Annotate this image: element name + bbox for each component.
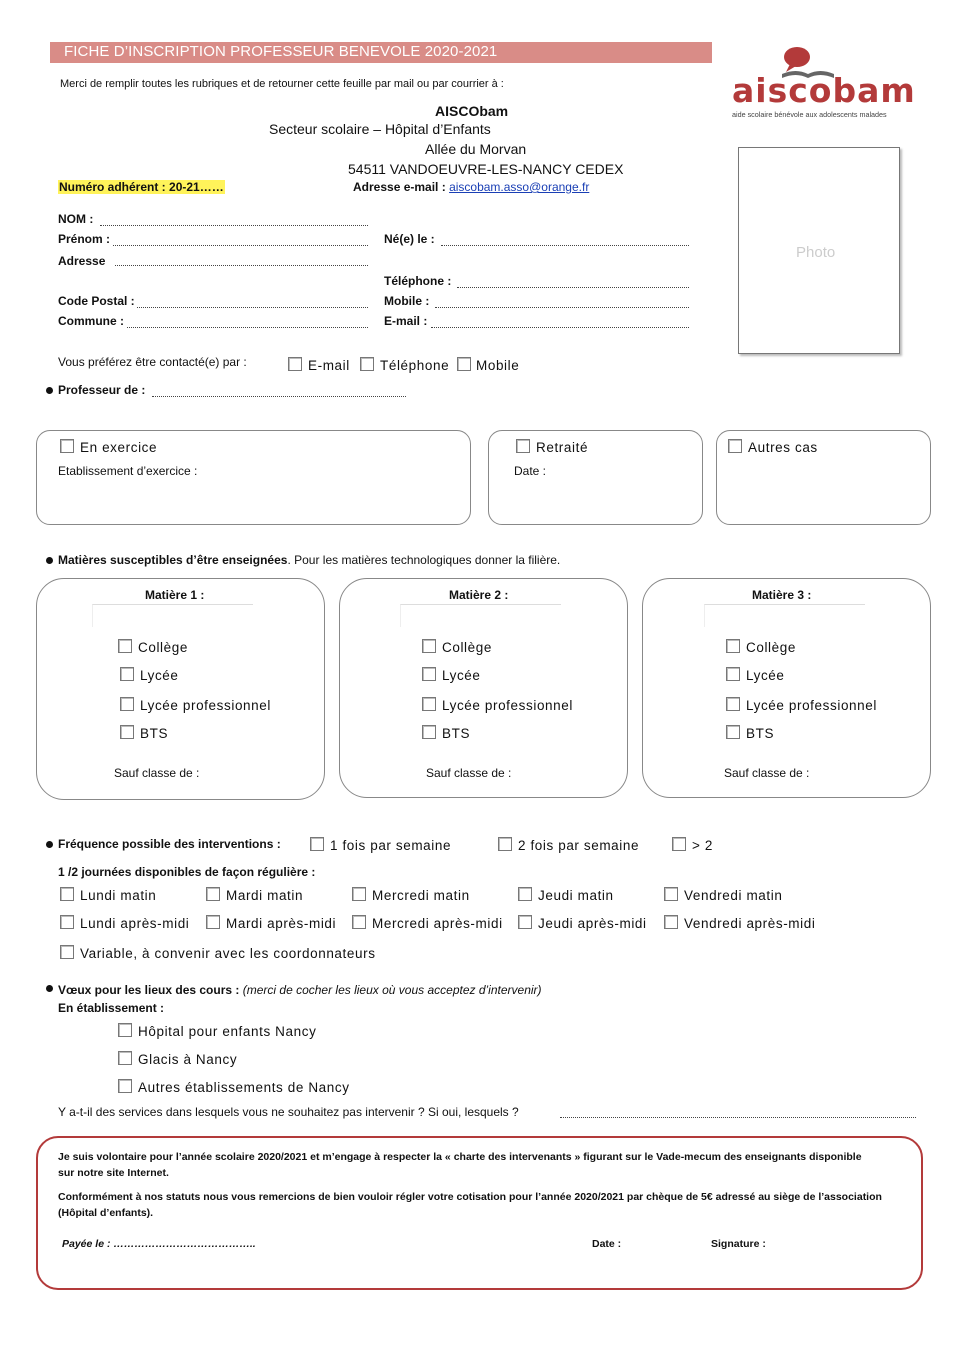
checkbox-freq-2[interactable]	[498, 837, 512, 851]
checkbox-vendredi-matin[interactable]	[664, 887, 678, 901]
input-nom[interactable]	[100, 225, 368, 226]
jeudi-apresmidi-label: Jeudi après-midi	[538, 916, 647, 931]
engagement-date-label: Date :	[592, 1238, 622, 1250]
bullet-icon	[46, 387, 53, 394]
logo-tagline: aide scolaire bénévole aux adolescents malades	[732, 110, 887, 119]
en-etablissement-label: En établissement :	[58, 1001, 165, 1015]
contact-mobile-label: Mobile	[476, 358, 520, 373]
m3-bts-label: BTS	[746, 726, 775, 741]
matiere-3-input[interactable]	[704, 604, 865, 627]
checkbox-m2-bts[interactable]	[422, 725, 436, 739]
autres-cas-label: Autres cas	[748, 440, 818, 455]
m2-lycee-label: Lycée	[442, 668, 481, 683]
jeudi-matin-label: Jeudi matin	[538, 888, 614, 903]
address-line3: 54511 VANDOEUVRE-LES-NANCY CEDEX	[348, 161, 624, 177]
etablissement-label: Etablissement d’exercice :	[58, 464, 198, 478]
checkbox-jeudi-apresmidi[interactable]	[518, 915, 532, 929]
checkbox-m3-lycee-pro[interactable]	[726, 697, 740, 711]
m3-lycee-label: Lycée	[746, 668, 785, 683]
signature-label: Signature :	[711, 1238, 766, 1250]
label-nom: NOM :	[58, 212, 94, 226]
m1-lycee-pro-label: Lycée professionnel	[140, 698, 271, 713]
checkbox-freq-3[interactable]	[672, 837, 686, 851]
label-commune: Commune :	[58, 314, 124, 328]
matiere-1-title: Matière 1 :	[145, 588, 205, 602]
checkbox-m3-college[interactable]	[726, 639, 740, 653]
m1-lycee-label: Lycée	[140, 668, 179, 683]
variable-label: Variable, à convenir avec les coordonnateurs	[80, 946, 376, 961]
input-ne-le[interactable]	[441, 245, 689, 246]
checkbox-contact-telephone[interactable]	[360, 357, 374, 371]
freq-2-label: 2 fois par semaine	[518, 838, 640, 853]
journees-label: 1 /2 journées disponibles de façon régulière :	[58, 865, 316, 879]
bullet-icon	[46, 985, 53, 992]
mardi-matin-label: Mardi matin	[226, 888, 304, 903]
bullet-icon	[46, 841, 53, 848]
input-email[interactable]	[431, 327, 689, 328]
address-org: AISCObam	[435, 103, 509, 119]
matieres-heading	[58, 553, 560, 567]
vendredi-matin-label: Vendredi matin	[684, 888, 783, 903]
checkbox-vendredi-apresmidi[interactable]	[664, 915, 678, 929]
checkbox-m1-lycee-pro[interactable]	[120, 697, 134, 711]
input-professeur-de[interactable]	[152, 396, 406, 397]
contact-email-label: E-mail	[308, 358, 350, 373]
checkbox-m3-lycee[interactable]	[726, 667, 740, 681]
matieres-heading-rest: . Pour les matières technologiques donner la filière.	[287, 553, 561, 567]
professeur-de-label: Professeur de :	[58, 383, 146, 397]
mardi-apresmidi-label: Mardi après-midi	[226, 916, 337, 931]
checkbox-contact-email[interactable]	[288, 357, 302, 371]
address-line2: Allée du Morvan	[425, 141, 527, 157]
hopital-nancy-label: Hôpital pour enfants Nancy	[138, 1024, 317, 1039]
matieres-heading-bold: Matières susceptibles d’être enseignées	[58, 553, 288, 567]
checkbox-variable[interactable]	[60, 945, 74, 959]
checkbox-en-exercice[interactable]	[60, 439, 74, 453]
checkbox-contact-mobile[interactable]	[457, 357, 471, 371]
intro-text: Merci de remplir toutes les rubriques et de retourner cette feuille par mail ou par courrier à :	[60, 78, 504, 90]
email-link[interactable]: aiscobam.asso@orange.fr	[449, 180, 590, 194]
checkbox-m2-lycee[interactable]	[422, 667, 436, 681]
checkbox-autres-etab[interactable]	[118, 1079, 132, 1093]
m1-sauf-label: Sauf classe de :	[114, 766, 200, 780]
voeux-heading	[58, 983, 542, 997]
retraite-label: Retraité	[536, 440, 589, 455]
m3-sauf-label: Sauf classe de :	[724, 766, 810, 780]
services-question: Y a-t-il des services dans lesquels vous ne souhaitez pas intervenir ? Si oui, lesquels ?	[58, 1105, 519, 1119]
form-title: FICHE D’INSCRIPTION PROFESSEUR BENEVOLE 2020-2021	[64, 43, 498, 60]
vendredi-apresmidi-label: Vendredi après-midi	[684, 916, 816, 931]
label-adresse: Adresse	[58, 254, 106, 268]
checkbox-m2-lycee-pro[interactable]	[422, 697, 436, 711]
checkbox-m3-bts[interactable]	[726, 725, 740, 739]
m3-lycee-pro-label: Lycée professionnel	[746, 698, 877, 713]
m2-sauf-label: Sauf classe de :	[426, 766, 512, 780]
photo-label: Photo	[796, 244, 836, 261]
label-ne-le: Né(e) le :	[384, 232, 435, 246]
input-code-postal[interactable]	[137, 307, 368, 308]
checkbox-retraite[interactable]	[516, 439, 530, 453]
voeux-note: (merci de cocher les lieux où vous acceptez d’intervenir)	[242, 983, 542, 997]
m2-college-label: Collège	[442, 640, 492, 655]
bullet-icon	[46, 557, 53, 564]
m2-lycee-pro-label: Lycée professionnel	[442, 698, 573, 713]
checkbox-mercredi-matin[interactable]	[352, 887, 366, 901]
m1-bts-label: BTS	[140, 726, 169, 741]
retraite-date-label: Date :	[514, 464, 547, 478]
checkbox-m2-college[interactable]	[422, 639, 436, 653]
matiere-2-title: Matière 2 :	[449, 588, 509, 602]
engagement-p2: Conformément à nos statuts nous vous remercions de bien vouloir régler votre cotisation pour l’année 2020/2021 par chèque de 5€ adressé au siège de l’association (Hôpital d’enfants).	[58, 1191, 882, 1219]
photo-box[interactable]	[738, 147, 900, 354]
input-services[interactable]	[560, 1117, 916, 1118]
input-adresse[interactable]	[115, 265, 368, 266]
address-line1: Secteur scolaire – Hôpital d’Enfants	[269, 121, 491, 137]
contact-telephone-label: Téléphone	[380, 358, 450, 373]
voeux-label: Vœux pour les lieux des cours :	[58, 983, 240, 997]
matiere-2-input[interactable]	[400, 604, 561, 627]
label-mobile: Mobile :	[384, 294, 430, 308]
checkbox-hopital-nancy[interactable]	[118, 1023, 132, 1037]
contact-pref-label: Vous préférez être contacté(e) par :	[58, 355, 247, 369]
logo-wordmark: aiscobam	[732, 71, 916, 110]
matiere-3-title: Matière 3 :	[752, 588, 812, 602]
checkbox-lundi-matin[interactable]	[60, 887, 74, 901]
label-telephone: Téléphone :	[384, 274, 452, 288]
checkbox-freq-1[interactable]	[310, 837, 324, 851]
freq-3-label: > 2	[692, 838, 713, 853]
lundi-apresmidi-label: Lundi après-midi	[80, 916, 190, 931]
payee-le: Payée le : …………………………………..	[62, 1238, 256, 1250]
mercredi-matin-label: Mercredi matin	[372, 888, 470, 903]
mercredi-apresmidi-label: Mercredi après-midi	[372, 916, 503, 931]
checkbox-mardi-apresmidi[interactable]	[206, 915, 220, 929]
lundi-matin-label: Lundi matin	[80, 888, 157, 903]
checkbox-jeudi-matin[interactable]	[518, 887, 532, 901]
m1-college-label: Collège	[138, 640, 188, 655]
autres-etab-label: Autres établissements de Nancy	[138, 1080, 350, 1095]
checkbox-m1-college[interactable]	[118, 639, 132, 653]
member-number: Numéro adhérent : 20-21……	[59, 180, 224, 194]
matiere-1-input[interactable]	[92, 604, 253, 627]
engagement-p1: Je suis volontaire pour l’année scolaire 2020/2021 et m’engage à respecter la « charte des intervenants » figurant sur le Vade-mecum des enseignants disponible sur notre site Internet.	[58, 1151, 862, 1179]
checkbox-mercredi-apresmidi[interactable]	[352, 915, 366, 929]
m3-college-label: Collège	[746, 640, 796, 655]
aiscobam-logo	[730, 44, 920, 119]
checkbox-m1-lycee[interactable]	[120, 667, 134, 681]
frequence-label: Fréquence possible des interventions :	[58, 837, 281, 851]
input-telephone[interactable]	[457, 287, 689, 288]
checkbox-autres-cas[interactable]	[728, 439, 742, 453]
input-prenom[interactable]	[113, 245, 368, 246]
email-line	[353, 180, 589, 194]
label-email: E-mail :	[384, 314, 428, 328]
input-mobile[interactable]	[435, 307, 689, 308]
m2-bts-label: BTS	[442, 726, 471, 741]
checkbox-m1-bts[interactable]	[120, 725, 134, 739]
freq-1-label: 1 fois par semaine	[330, 838, 452, 853]
checkbox-mardi-matin[interactable]	[206, 887, 220, 901]
label-code-postal: Code Postal :	[58, 294, 135, 308]
en-exercice-label: En exercice	[80, 440, 158, 455]
checkbox-glacis-nancy[interactable]	[118, 1051, 132, 1065]
checkbox-lundi-apresmidi[interactable]	[60, 915, 74, 929]
email-label: Adresse e-mail :	[353, 180, 446, 194]
label-prenom: Prénom :	[58, 232, 111, 246]
input-commune[interactable]	[127, 327, 368, 328]
glacis-nancy-label: Glacis à Nancy	[138, 1052, 238, 1067]
